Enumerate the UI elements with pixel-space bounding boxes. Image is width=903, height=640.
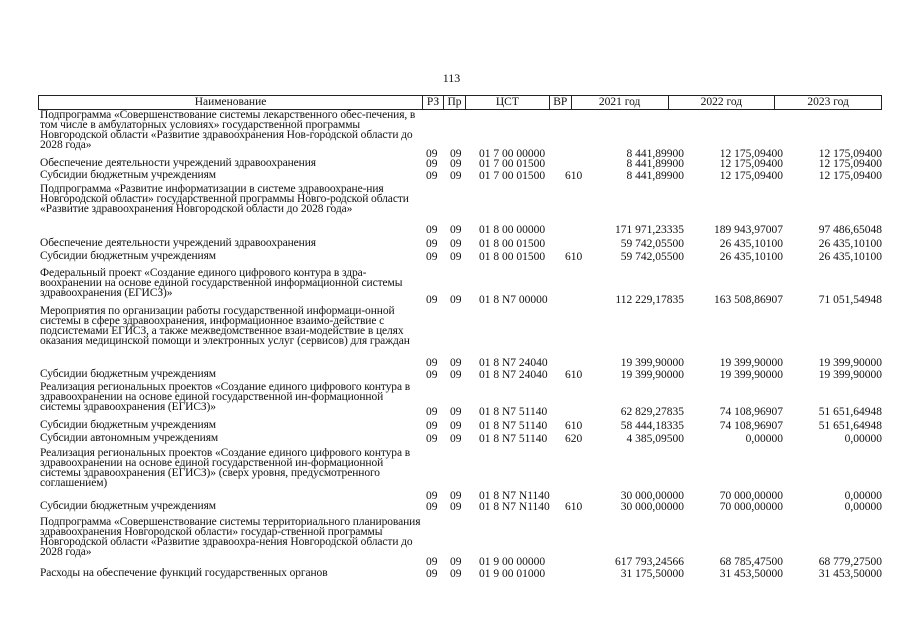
row-y2021: 19 399,90000: [620, 369, 684, 381]
table-row: [38, 184, 882, 236]
row-name: Обеспечение деятельности учреждений здравоохранения: [40, 157, 316, 169]
row-y2022: 26 435,10100: [719, 238, 783, 250]
row-y2022: 68 785,47500: [719, 556, 783, 568]
row-y2022: 12 175,09400: [719, 170, 783, 182]
row-cst: 01 9 00 01000: [479, 568, 546, 580]
row-vr: 610: [565, 170, 583, 182]
row-pr: 09: [450, 238, 462, 250]
row-cst: 01 8 00 01500: [479, 238, 546, 250]
row-y2021: 62 829,27835: [620, 406, 684, 418]
row-pr: 09: [450, 170, 462, 182]
row-y2023: 19 399,90000: [818, 357, 882, 369]
row-y2023: 0,00000: [844, 490, 882, 502]
row-pr: 09: [450, 224, 462, 236]
row-y2023: 51 651,64948: [818, 406, 882, 418]
row-y2022: 74 108,96907: [719, 420, 783, 432]
row-y2023: 19 399,90000: [818, 369, 882, 381]
row-cst: 01 7 00 01500: [479, 158, 546, 170]
header-cst: ЦСТ: [465, 96, 549, 109]
row-y2021: 58 444,18335: [620, 420, 684, 432]
row-y2021: 31 175,50000: [620, 568, 684, 580]
row-y2021: 59 742,05500: [620, 238, 684, 250]
row-name: Субсидии автономным учреждениям: [40, 432, 219, 444]
row-pr: 09: [450, 357, 462, 369]
row-y2021: 30 000,00000: [620, 501, 684, 513]
row-y2021: 8 441,89900: [626, 158, 684, 170]
row-y2022: 12 175,09400: [719, 158, 783, 170]
row-rz: 09: [426, 433, 438, 445]
row-rz: 09: [426, 148, 438, 160]
page-number: 113: [442, 71, 461, 85]
header-2023: 2023 год: [774, 96, 881, 109]
table-row: [38, 268, 882, 306]
row-y2022: 0,00000: [745, 433, 783, 445]
table-row: [38, 448, 882, 502]
row-name: Реализация региональных проектов «Создание единого цифрового контура в здравоохранении на основе единой государственной ин-формационной системы здравоохранения (ЕГИСЗ)»: [40, 381, 411, 413]
row-y2023: 26 435,10100: [818, 251, 882, 263]
row-vr: 610: [565, 369, 583, 381]
row-y2022: 70 000,00000: [719, 490, 783, 502]
row-name: Обеспечение деятельности учреждений здравоохранения: [40, 237, 316, 249]
header-2021: 2021 год: [571, 96, 668, 109]
row-y2022: 31 453,50000: [719, 568, 783, 580]
table-header: [38, 95, 882, 110]
row-pr: 09: [450, 501, 462, 513]
row-rz: 09: [426, 251, 438, 263]
row-pr: 09: [450, 568, 462, 580]
row-vr: 610: [565, 251, 583, 263]
row-name: Федеральный проект «Создание единого цифрового контура в здра-воохранении на основе единой государственной информационной системы здравоохранения (ЕГИСЗ)»: [40, 267, 403, 299]
row-vr: 620: [565, 433, 583, 445]
row-y2021: 4 385,09500: [626, 433, 684, 445]
row-rz: 09: [426, 158, 438, 170]
row-y2022: 12 175,09400: [719, 148, 783, 160]
row-name: Субсидии бюджетным учреждениям: [40, 250, 216, 262]
row-name: Субсидии бюджетным учреждениям: [40, 169, 216, 181]
row-rz: 09: [426, 490, 438, 502]
row-y2022: 19 399,90000: [719, 357, 783, 369]
row-y2021: 171 971,23335: [615, 224, 684, 236]
table-row: [38, 306, 882, 369]
row-y2023: 12 175,09400: [818, 170, 882, 182]
row-cst: 01 8 N7 00000: [479, 294, 548, 306]
table-row: [38, 420, 882, 432]
row-name: Расходы на обеспечение функций государственных органов: [40, 567, 328, 579]
row-name: Субсидии бюджетным учреждениям: [40, 368, 216, 380]
row-pr: 09: [450, 420, 462, 432]
header-2022: 2022 год: [668, 96, 775, 109]
row-vr: 610: [565, 501, 583, 513]
row-rz: 09: [426, 420, 438, 432]
row-y2023: 97 486,65048: [818, 224, 882, 236]
row-y2021: 59 742,05500: [620, 251, 684, 263]
row-rz: 09: [426, 294, 438, 306]
row-y2023: 71 051,54948: [818, 294, 882, 306]
header-name: Наименование: [194, 96, 267, 108]
row-cst: 01 8 N7 51140: [479, 406, 548, 418]
row-pr: 09: [450, 158, 462, 170]
row-rz: 09: [426, 238, 438, 250]
header-pr: Пр: [443, 96, 465, 109]
row-cst: 01 8 00 01500: [479, 251, 546, 263]
row-pr: 09: [450, 433, 462, 445]
row-y2021: 8 441,89900: [626, 170, 684, 182]
table-row: [38, 110, 882, 160]
row-pr: 09: [450, 406, 462, 418]
row-name: Подпрограмма «Развитие информатизации в системе здравоохране-ния Новгородской области» государственной программы Новго-родской области «Развитие здравоохранения Новгородской области до 2028 года»: [40, 183, 409, 215]
row-rz: 09: [426, 406, 438, 418]
table-row: [38, 433, 882, 445]
row-y2023: 0,00000: [844, 501, 882, 513]
table-row: [38, 501, 882, 513]
row-y2022: 74 108,96907: [719, 406, 783, 418]
row-y2023: 26 435,10100: [818, 238, 882, 250]
row-name: Мероприятия по организации работы государственной информаци-онной системы в сфере здравоохранения, информационное взаимо-действие с подсистемами ЕГИСЗ, а также межведомственное взаи-модействие в целях оказания медицинской помощи и электронных услуг (сервисов) для граждан: [40, 305, 410, 347]
row-cst: 01 7 00 01500: [479, 170, 546, 182]
row-y2023: 51 651,64948: [818, 420, 882, 432]
row-name: Субсидии бюджетным учреждениям: [40, 500, 216, 512]
row-name: Субсидии бюджетным учреждениям: [40, 419, 216, 431]
row-cst: 01 8 N7 51140: [479, 420, 548, 432]
row-cst: 01 8 00 00000: [479, 224, 546, 236]
row-cst: 01 9 00 00000: [479, 556, 546, 568]
table-row: [38, 568, 882, 580]
row-y2021: 112 229,17835: [615, 294, 684, 306]
row-cst: 01 8 N7 24040: [479, 369, 548, 381]
row-rz: 09: [426, 369, 438, 381]
row-y2021: 617 793,24566: [615, 556, 684, 568]
row-pr: 09: [450, 251, 462, 263]
row-y2023: 0,00000: [844, 433, 882, 445]
row-y2021: 8 441,89900: [626, 148, 684, 160]
row-vr: 610: [565, 420, 583, 432]
row-y2023: 31 453,50000: [818, 568, 882, 580]
table-row: [38, 238, 882, 250]
row-y2022: 26 435,10100: [719, 251, 783, 263]
row-cst: 01 8 N7 51140: [479, 433, 548, 445]
table-row: [38, 369, 882, 381]
row-y2022: 19 399,90000: [719, 369, 783, 381]
table-row: [38, 170, 882, 182]
row-y2021: 19 399,90000: [620, 357, 684, 369]
row-pr: 09: [450, 556, 462, 568]
row-y2023: 68 779,27500: [818, 556, 882, 568]
row-pr: 09: [450, 490, 462, 502]
row-rz: 09: [426, 170, 438, 182]
table-row: [38, 251, 882, 263]
row-y2023: 12 175,09400: [818, 148, 882, 160]
row-rz: 09: [426, 357, 438, 369]
header-vr: ВР: [549, 96, 571, 109]
row-pr: 09: [450, 369, 462, 381]
row-cst: 01 8 N7 24040: [479, 357, 548, 369]
row-y2022: 70 000,00000: [719, 501, 783, 513]
row-name: Подпрограмма «Совершенствование системы лекарственного обес-печения, в том числе в амбулаторных условиях» государственной программы Новгородской области «Развитие здравоохранения Нов-городской области до 2028 года»: [40, 109, 416, 151]
row-rz: 09: [426, 568, 438, 580]
row-y2022: 163 508,86907: [714, 294, 783, 306]
row-rz: 09: [426, 556, 438, 568]
header-rz: РЗ: [422, 96, 443, 109]
table-row: [38, 517, 882, 568]
row-name: Подпрограмма «Совершенствование системы территориального планирования здравоохранения Новгородской области» государ-ственной программы Новгородской области «Развитие здравоохра-нения Новгородской области до 2028 года»: [40, 516, 421, 558]
row-cst: 01 8 N7 N1140: [479, 490, 550, 502]
row-rz: 09: [426, 501, 438, 513]
row-pr: 09: [450, 148, 462, 160]
table-row: [38, 382, 882, 418]
row-pr: 09: [450, 294, 462, 306]
row-cst: 01 7 00 00000: [479, 148, 546, 160]
row-rz: 09: [426, 224, 438, 236]
row-name: Реализация региональных проектов «Создание единого цифрового контура в здравоохранении на основе единой государственной ин-формационной системы здравоохранения (ЕГИСЗ)» (сверх уровня, предусмотренного соглашением): [40, 447, 411, 489]
row-y2023: 12 175,09400: [818, 158, 882, 170]
row-y2022: 189 943,97007: [714, 224, 783, 236]
row-cst: 01 8 N7 N1140: [479, 501, 550, 513]
row-y2021: 30 000,00000: [620, 490, 684, 502]
